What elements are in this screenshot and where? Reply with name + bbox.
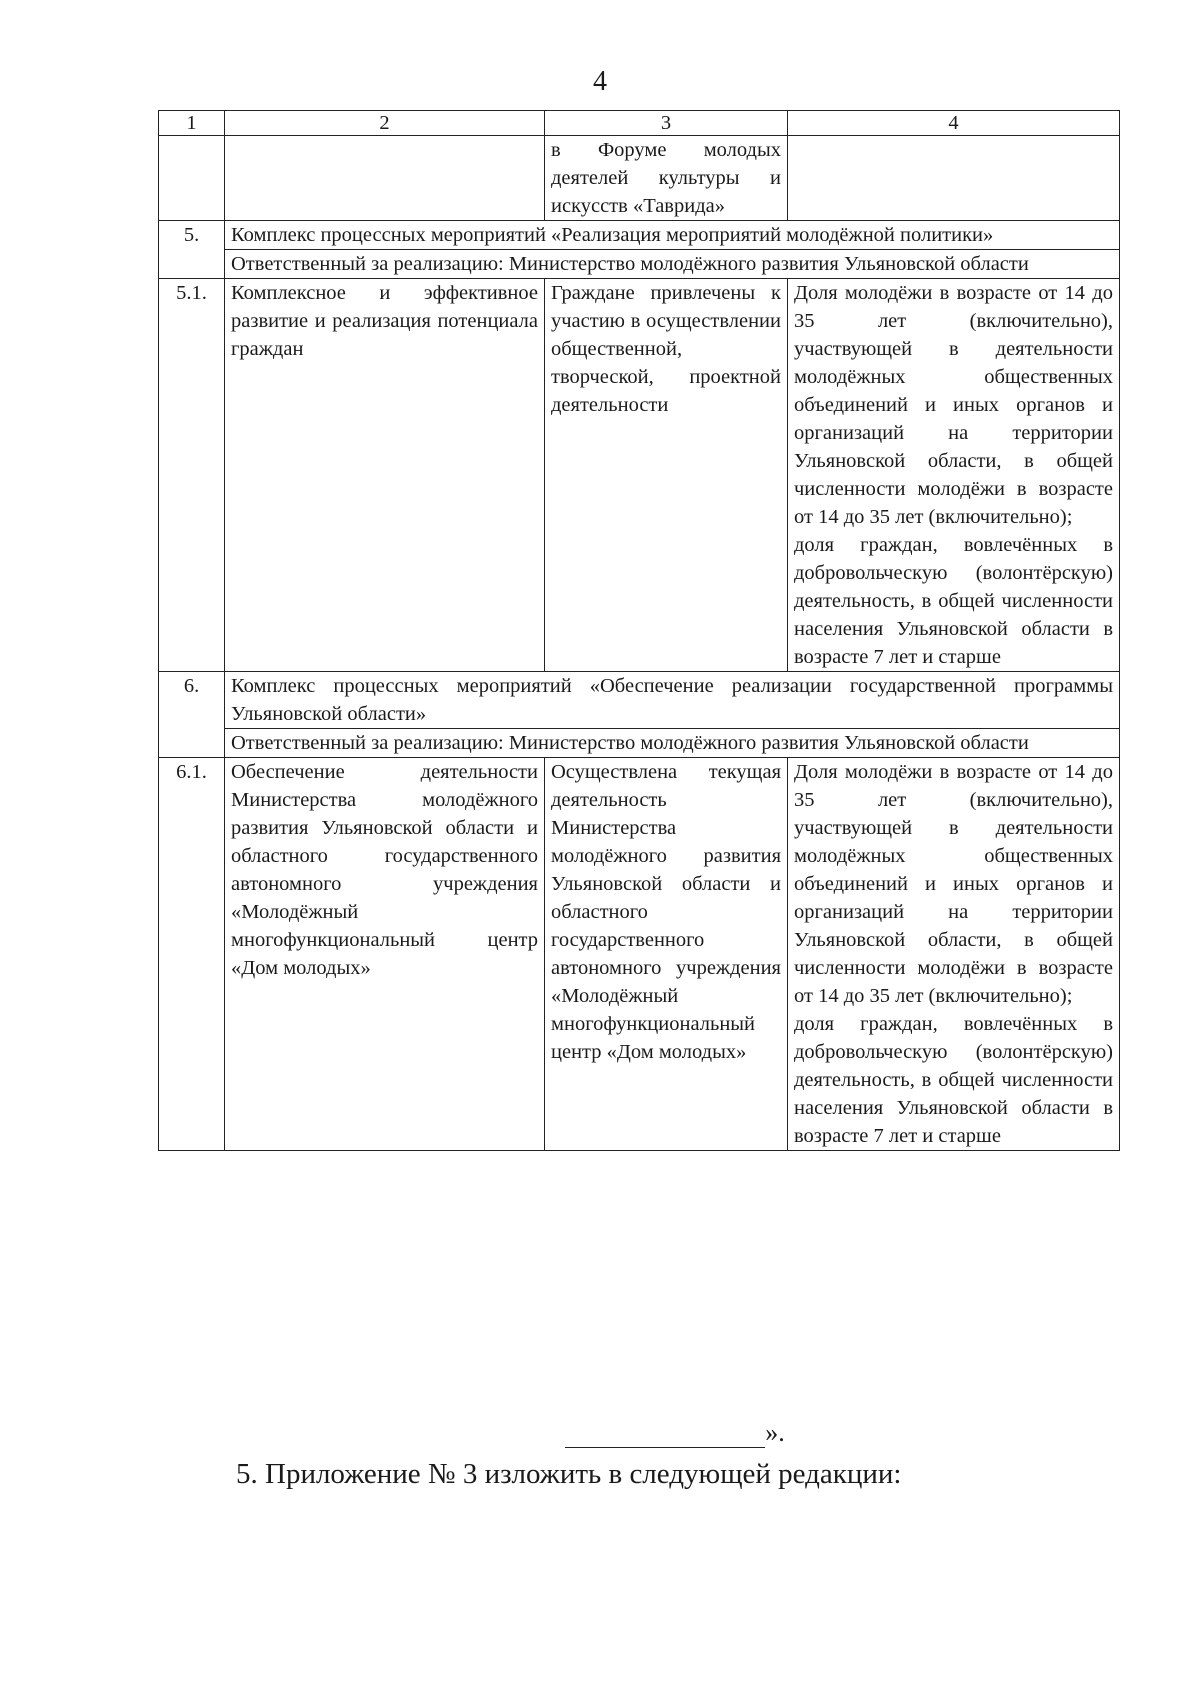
header-row — [159, 111, 1120, 136]
continuation-result: в Форуме молодых деятелей культуры и искусств «Таврида» — [545, 136, 788, 221]
section-5-responsible: Ответственный за реализацию: Министерство молодёжного развития Ульяновской области — [225, 250, 1120, 279]
header-col-1: 1 — [159, 111, 225, 136]
header-col-2: 2 — [225, 111, 545, 136]
row-6-1-indicator-a: Доля молодёжи в возрасте от 14 до 35 лет (включительно), участвующей в деятельности молодёжных общественных объединений и иных органов и организаций на территории Ульяновской области, в общей численности молодёжи в возрасте от 14 до 35 лет (включительно); — [794, 761, 1113, 1007]
section-6-title-row — [159, 672, 1120, 729]
continuation-indicator — [788, 136, 1120, 221]
section-5-title-row — [159, 221, 1120, 250]
header-col-4: 4 — [788, 111, 1120, 136]
row-6-1-result: Осуществлена текущая деятельность Министерства молодёжного развития Ульяновской области и областного государственного автономного учреждения «Молодёжный многофункциональный центр «Дом молодых» — [545, 758, 788, 1151]
page-number: 4 — [593, 66, 607, 97]
row-5-1-indicator-b: доля граждан, вовлечённых в добровольческую (волонтёрскую) деятельность, в общей численности населения Ульяновской области в возрасте 7 лет и старше — [794, 534, 1113, 668]
row-6-1-indicators — [788, 758, 1120, 1151]
section-5-title: Комплекс процессных мероприятий «Реализация мероприятий молодёжной политики» — [225, 221, 1120, 250]
section-5-number: 5. — [159, 221, 225, 279]
row-5-1 — [159, 279, 1120, 672]
row-6-1-task: Обеспечение деятельности Министерства молодёжного развития Ульяновской области и областного государственного автономного учреждения «Молодёжный многофункциональный центр «Дом молодых» — [225, 758, 545, 1151]
closing-underline — [565, 1423, 765, 1448]
row-6-1-indicator-b: доля граждан, вовлечённых в добровольческую (волонтёрскую) деятельность, в общей численности населения Ульяновской области в возрасте 7 лет и старше — [794, 1013, 1113, 1147]
section-6-responsible: Ответственный за реализацию: Министерство молодёжного развития Ульяновской области — [225, 729, 1120, 758]
closing-quote: ». — [765, 1418, 785, 1447]
program-table — [158, 110, 1120, 1151]
continuation-row — [159, 136, 1120, 221]
continuation-num — [159, 136, 225, 221]
row-5-1-indicators — [788, 279, 1120, 672]
section-6-number: 6. — [159, 672, 225, 758]
section-6-responsible-row — [159, 729, 1120, 758]
closing-line — [0, 1418, 1200, 1448]
row-5-1-indicator-a: Доля молодёжи в возрасте от 14 до 35 лет (включительно), участвующей в деятельности молодёжных общественных объединений и иных органов и организаций на территории Ульяновской области, в общей численности молодёжи в возрасте от 14 до 35 лет (включительно); — [794, 282, 1113, 528]
header-col-3: 3 — [545, 111, 788, 136]
continuation-task — [225, 136, 545, 221]
row-5-1-number: 5.1. — [159, 279, 225, 672]
section-6-title: Комплекс процессных мероприятий «Обеспечение реализации государственной программы Ульяновской области» — [225, 672, 1120, 729]
row-5-1-result: Граждане привлечены к участию в осуществлении общественной, творческой, проектной деятельности — [545, 279, 788, 672]
row-6-1-number: 6.1. — [159, 758, 225, 1151]
row-6-1 — [159, 758, 1120, 1151]
row-5-1-task: Комплексное и эффективное развитие и реализация потенциала граждан — [225, 279, 545, 672]
section-5-responsible-row — [159, 250, 1120, 279]
next-paragraph: 5. Приложение № 3 изложить в следующей редакции: — [236, 1458, 902, 1490]
